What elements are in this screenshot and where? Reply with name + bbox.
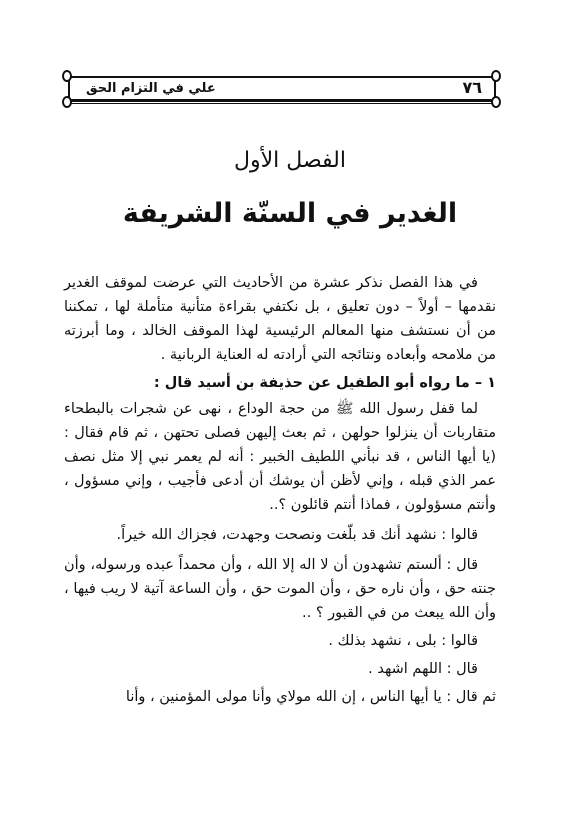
frame-ornament	[491, 70, 501, 82]
page-number: ٧٦	[462, 78, 482, 97]
frame-ornament	[62, 70, 72, 82]
hadith-paragraph: لما قفل رسول الله ﷺ من حجة الوداع ، نهى عن شجرات بالبطحاء متقاربات أن ينزلوا حولهن ، ثم بعث إليهن فصلى تحتهن ، ثم قام فقال : (يا أيها الناس ، قد نبأني اللطيف الخبير : أنه لم يعمر نبي إلا مثل نصف عمر الذي قبله ، وإني لأظن أن يوشك أن أدعى فأجيب ، وإني مسؤول ، وأنتم مسؤولون ، فماذا أنتم قائلون ؟..	[64, 401, 496, 513]
header-rule	[66, 103, 498, 104]
chapter-title: الغدير في السنّة الشريفة	[122, 198, 458, 229]
hadith-heading: ١ – ما رواه أبو الطفيل عن حذيفة بن أسيد قال :	[153, 375, 496, 391]
dialogue-paragraph: قالوا : نشهد أنك قد بلّغت ونصحت وجهدت، فجزاك الله خيراً.	[116, 527, 478, 543]
running-title: علي في التزام الحق	[86, 81, 216, 96]
dialogue-paragraph: ثم قال : يا أيها الناس ، إن الله مولاي وأنا مولى المؤمنين ، وأنا	[125, 689, 496, 705]
dialogue-paragraph: قال : اللهم اشهد .	[368, 661, 478, 677]
dialogue-paragraph: قال : ألستم تشهدون أن لا اله إلا الله ، وأن محمداً عبده ورسوله، وأن جنته حق ، وأن ناره حق ، وأن الموت حق ، وأن الساعة آتية لا ريب فيها ، وأن الله يبعث من في القبور ؟ ..	[64, 557, 496, 621]
intro-paragraph: في هذا الفصل نذكر عشرة من الأحاديث التي عرضت لموقف الغدير نقدمها – أولاً – دون تعليق ، بل نكتفي بقراءة متأنية متأملة لها ، تمكننا من أن نستشف منها المعالم الرئيسية لهذا الموقف الخالد ، وما أبرزته من ملامحه وأبعاده ونتائجه التي أرادته له العناية الربانية .	[64, 275, 496, 363]
frame-ornament	[491, 96, 501, 108]
body-text	[64, 271, 496, 713]
dialogue-paragraph: قالوا : بلى ، نشهد بذلك .	[328, 633, 478, 649]
frame-ornament	[62, 96, 72, 108]
chapter-label: الفصل الأول	[234, 148, 346, 173]
